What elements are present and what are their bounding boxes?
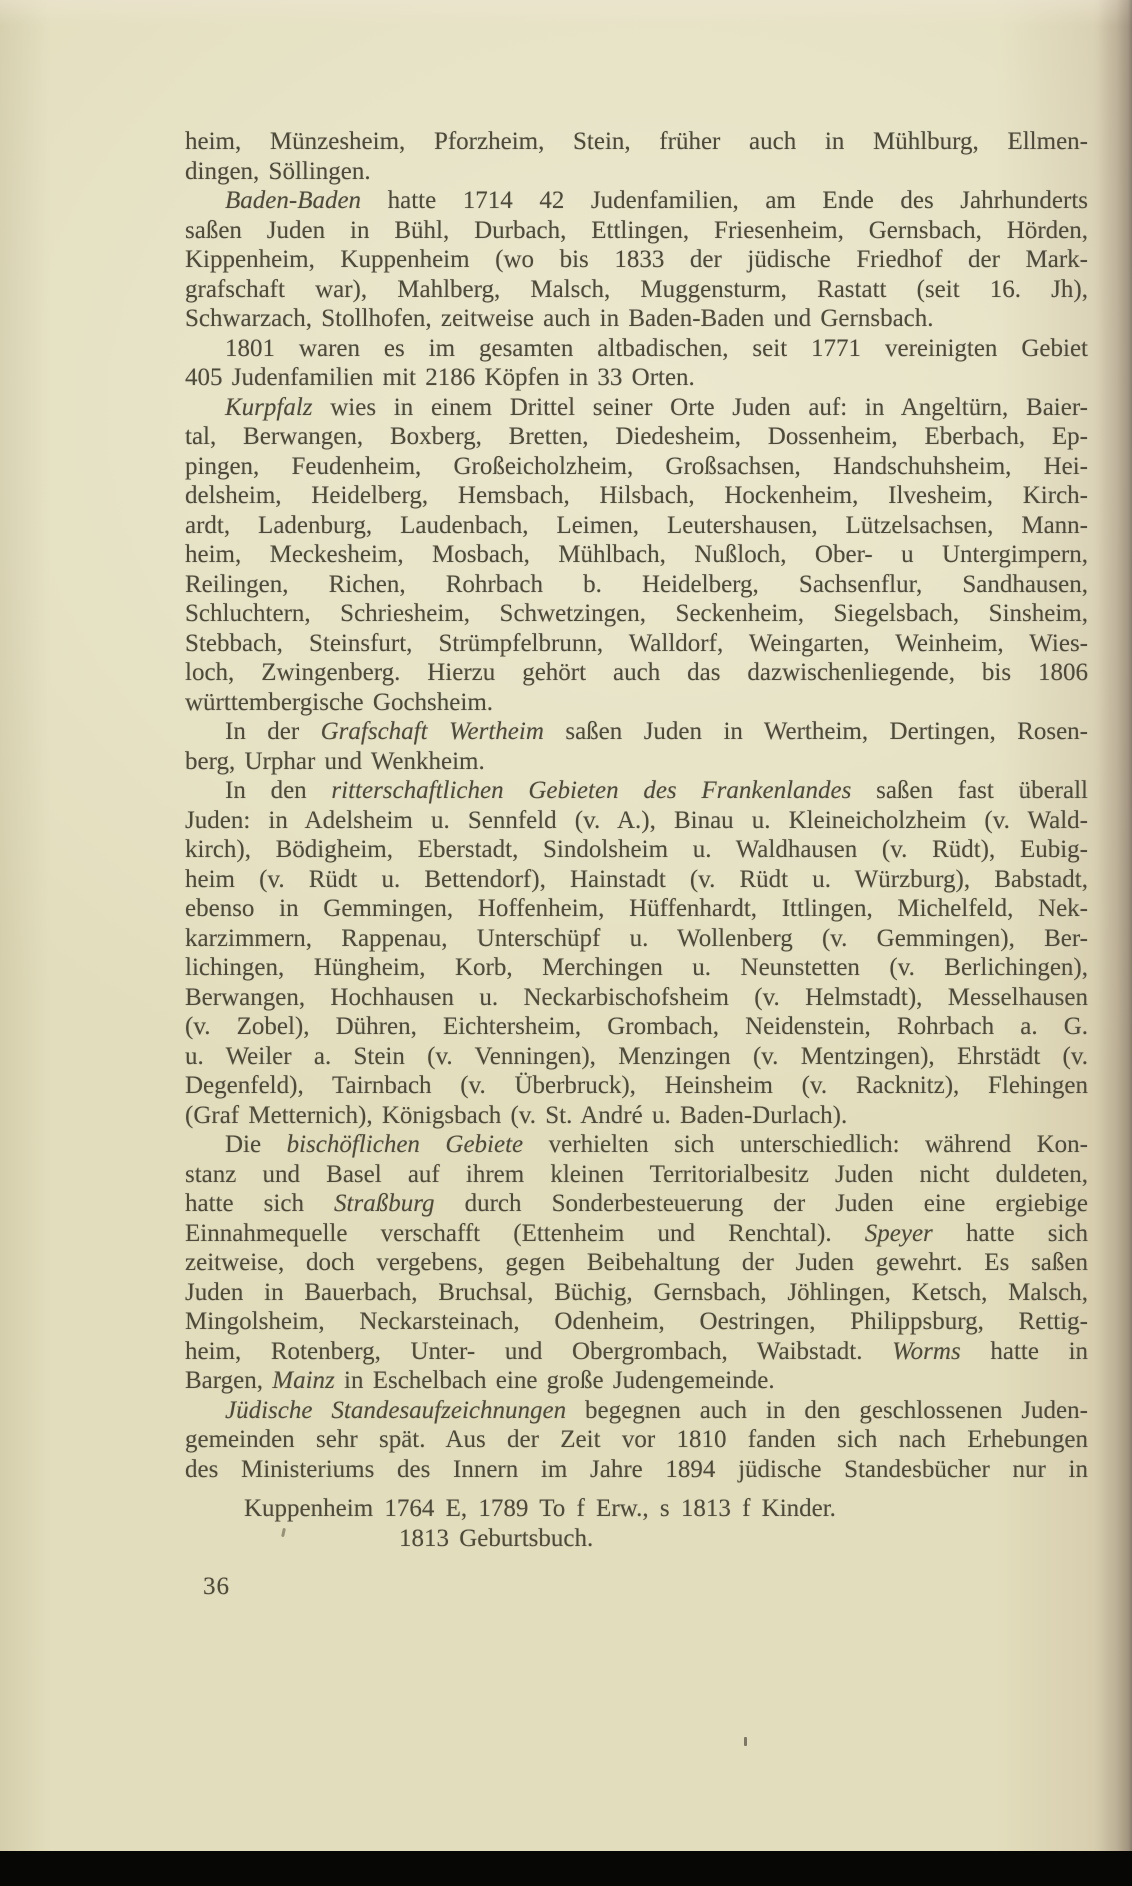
page-number: 36 [203,1573,230,1600]
text-line [185,1130,1088,1160]
text-line [185,127,1088,157]
text-line [185,1396,1088,1426]
text-line [185,894,1088,924]
page-text [185,127,1088,1484]
text-segment: Juden: in Adelsheim u. Sennfeld (v. A.), Binau u. Kleineicholzheim (v. Wald- [185,806,1088,834]
italic-text-segment: Straßburg [334,1190,435,1217]
text-segment: gemeinden sehr spät. Aus der Zeit vor 1810 fanden sich nach Erhebungen [185,1426,1088,1453]
text-line [185,245,1088,275]
text-line [185,983,1088,1013]
text-segment: (Graf Metternich), Königsbach (v. St. André u. Baden-Durlach). [185,1101,848,1129]
text-line [185,186,1088,216]
text-line [185,1219,1088,1249]
text-line [185,776,1088,806]
text-segment: dingen, Söllingen. [185,157,371,185]
text-segment: heim, Münzesheim, Pforzheim, Stein, früher auch in Mühlburg, Ellmen- [185,128,1088,155]
text-segment: Die [225,1131,287,1158]
text-segment: In der [225,718,321,745]
text-segment: durch Sonderbesteuerung der Juden eine ergiebige [434,1190,1088,1217]
text-line [185,1307,1088,1337]
text-segment: tal, Berwangen, Boxberg, Bretten, Diedesheim, Dossenheim, Eberbach, Ep- [185,423,1088,450]
text-line [185,953,1088,983]
text-line [185,806,1088,836]
text-segment: des Ministeriums des Innern im Jahre 1894 jüdische Standesbücher nur in [185,1455,1088,1483]
text-line [185,393,1088,423]
text-segment: ebenso in Gemmingen, Hoffenheim, Hüffenhardt, Ittlingen, Michelfeld, Nek- [185,895,1088,922]
text-segment: kirch), Bödigheim, Eberstadt, Sindolsheim u. Waldhausen (v. Rüdt), Eubig- [185,836,1088,863]
text-segment: verhielten sich unterschiedlich: während Kon- [523,1131,1088,1158]
text-segment: berg, Urphar und Wenkheim. [185,747,485,775]
text-segment: Mingolsheim, Neckarsteinach, Odenheim, Oestringen, Philippsburg, Rettig- [185,1308,1088,1335]
text-segment: zeitweise, doch vergebens, gegen Beibehaltung der Juden gewehrt. Es saßen [185,1249,1088,1276]
text-segment: Berwangen, Hochhausen u. Neckarbischofsheim (v. Helmstadt), Messelhausen [185,983,1088,1011]
text-line [185,452,1088,482]
text-line [185,658,1088,688]
text-line [185,1455,1088,1485]
text-line [185,304,1088,334]
text-segment: In den [225,777,332,804]
text-segment: u. Weiler a. Stein (v. Venningen), Menzingen (v. Mentzingen), Ehrstädt (v. [185,1042,1088,1070]
italic-text-segment: Mainz [272,1367,335,1394]
text-line [185,1337,1088,1367]
scan-border [0,1851,1132,1886]
text-segment: loch, Zwingenberg. Hierzu gehört auch das dazwischenliegende, bis 1806 [185,659,1088,686]
italic-text-segment: ritterschaftlichen Gebieten des Frankenlandes [331,777,852,804]
text-segment: heim, Rotenberg, Unter- und Obergrombach, Waibstadt. [185,1337,893,1365]
record-block [185,1494,1088,1554]
text-line [185,1012,1088,1042]
ink-speck [744,1737,747,1746]
text-segment: heim, Meckesheim, Mosbach, Mühlbach, Nußloch, Ober- u Untergimpern, [185,541,1088,568]
text-line [185,1366,1088,1396]
text-segment: Reilingen, Richen, Rohrbach b. Heidelberg, Sachsenflur, Sandhausen, [185,570,1088,598]
text-segment: hatte 1714 42 Judenfamilien, am Ende des Jahrhunderts [361,187,1088,214]
text-line [185,688,1088,718]
text-segment: Kippenheim, Kuppenheim (wo bis 1833 der jüdische Friedhof der Mark- [185,246,1088,273]
text-line [185,540,1088,570]
text-line [185,334,1088,364]
text-line [185,629,1088,659]
italic-text-segment: Baden-Baden [225,187,362,214]
text-line [185,481,1088,511]
text-line [185,1160,1088,1190]
record-line-kuppenheim: Kuppenheim 1764 E, 1789 To f Erw., s 1813 f Kinder. [244,1495,836,1522]
text-segment: saßen Juden in Wertheim, Dertingen, Rosen- [543,718,1088,745]
text-line [185,717,1088,747]
text-line [185,157,1088,187]
text-segment: stanz und Basel auf ihrem kleinen Territorialbesitz Juden nicht duldeten, [185,1160,1088,1188]
text-segment: Bargen, [185,1367,273,1394]
text-segment: karzimmern, Rappenau, Unterschüpf u. Wollenberg (v. Gemmingen), Ber- [185,924,1088,952]
text-segment: delsheim, Heidelberg, Hemsbach, Hilsbach, Hockenheim, Ilvesheim, Kirch- [185,482,1088,509]
page-edge-shadow [1098,0,1132,1886]
text-line [185,216,1088,246]
text-line [185,865,1088,895]
text-segment: saßen fast überall [851,777,1088,804]
text-line [185,1042,1088,1072]
text-line [185,1248,1088,1278]
text-segment: Schwarzach, Stollhofen, zeitweise auch in Baden-Baden und Gernsbach. [185,305,934,332]
text-segment: württembergische Gochsheim. [185,688,494,716]
text-line [185,570,1088,600]
text-line [185,1425,1088,1455]
text-segment: lichingen, Hüngheim, Korb, Merchingen u. Neunstetten (v. Berlichingen), [185,954,1088,981]
text-segment: in Eschelbach eine große Judengemeinde. [334,1367,775,1394]
italic-text-segment: Kurpfalz [225,393,313,421]
text-segment: Juden in Bauerbach, Bruchsal, Büchig, Gernsbach, Jöhlingen, Ketsch, Malsch, [185,1278,1088,1306]
text-segment: 1801 waren es im gesamten altbadischen, seit 1771 vereinigten Gebiet [225,334,1088,362]
text-segment: Einnahmequelle verschafft (Ettenheim und Renchtal). [185,1219,865,1247]
text-segment: (v. Zobel), Dühren, Eichtersheim, Grombach, Neidenstein, Rohrbach a. G. [185,1013,1088,1040]
text-segment: hatte sich [185,1190,335,1217]
italic-text-segment: Grafschaft Wertheim [320,718,544,745]
text-line [185,1071,1088,1101]
text-segment: ardt, Ladenburg, Laudenbach, Leimen, Leutershausen, Lützelsachsen, Mann- [185,511,1088,539]
text-segment: saßen Juden in Bühl, Durbach, Ettlingen, Friesenheim, Gernsbach, Hörden, [185,216,1088,244]
text-line [185,275,1088,305]
text-segment: pingen, Feudenheim, Großeicholzheim, Großsachsen, Handschuhsheim, Hei- [185,452,1088,480]
text-segment: Stebbach, Steinsfurt, Strümpfelbrunn, Walldorf, Weingarten, Weinheim, Wies- [185,629,1088,657]
text-segment: heim (v. Rüdt u. Bettendorf), Hainstadt (v. Rüdt u. Würzburg), Babstadt, [185,865,1088,893]
text-line [185,363,1088,393]
text-segment: hatte sich [932,1219,1088,1247]
text-segment: hatte in [960,1337,1089,1365]
text-line [185,1278,1088,1308]
italic-text-segment: Worms [892,1337,961,1365]
text-segment: 405 Judenfamilien mit 2186 Köpfen in 33 Orten. [185,364,695,391]
text-line [185,599,1088,629]
text-segment: Degenfeld), Tairnbach (v. Überbruck), Heinsheim (v. Racknitz), Flehingen [185,1072,1088,1099]
italic-text-segment: bischöflichen Gebiete [286,1131,524,1158]
text-segment: grafschaft war), Mahlberg, Malsch, Muggensturm, Rastatt (seit 16. Jh), [185,275,1088,303]
text-line [185,924,1088,954]
text-segment: Schluchtern, Schriesheim, Schwetzingen, Seckenheim, Siegelsbach, Sinsheim, [185,600,1088,627]
italic-text-segment: Jüdische Standesaufzeichnungen [225,1396,567,1424]
record-line-geburtsbuch: 1813 Geburtsbuch. [399,1525,594,1552]
text-line [185,835,1088,865]
text-line [185,422,1088,452]
text-line [185,511,1088,541]
text-line [185,1189,1088,1219]
text-line [185,1101,1088,1131]
text-segment: begegnen auch in den geschlossenen Juden- [566,1396,1088,1424]
text-line [185,747,1088,777]
italic-text-segment: Speyer [864,1219,933,1247]
text-segment: wies in einem Drittel seiner Orte Juden auf: in Angeltürn, Baier- [312,393,1088,421]
